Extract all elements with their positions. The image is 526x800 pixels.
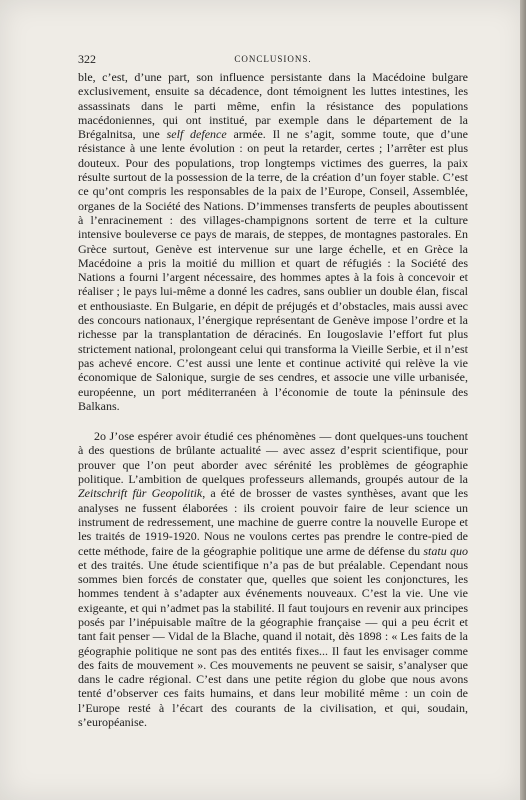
text-segment: ble, c’est, d’une part, son influence persistante dans la Macédoine bulgare exclusivement, ensuite sa décadence, dont témoignent les luttes intestines, les assassinats dans le parti même, enfin la résistance des populations macédoniennes, qui ont institué, par exemple dans le département de la Brégalnitsa, une: [78, 70, 468, 142]
text-segment-italic: Zeitschrift für Geopolitik: [78, 486, 203, 501]
text-segment: 2o J’ose espérer avoir étudié ces phénomènes — dont quelques-uns touchent à des questions de brûlante actualité — avec assez d’esprit scientifique, pour prouver que l’on peut aborder avec sérénité les problèmes de géographie politique. L’ambition de quelques professeurs allemands, groupés autour de la: [78, 429, 468, 487]
text-segment: et des traités. Une étude scientifique n’a pas de but préalable. Cependant nous sommes bien forcés de constater que, quelles que soient les conjonctures, les hommes tendent à s’adapter aux événements nouveaux. C’est la vie. Une vie exigeante, et qui n’admet pas la stabilité. Il faut toujours en revenir aux principes posés par l’inépuisable maître de la géographie française — qui a peu écrit et tant fait penser — Vidal de la Blache, quand il notait, dès 1898 : « Les faits de la géographie politique ne sont pas des entités fixes... Il faut les envisager comme des faits de mouvement ». Ces mouvements ne peuvent se saisir, s’analyser que dans le cadre régional. C’est dans une petite région du globe que nous avons tenté d’observer ces faits humains, et dans leur mobilité même : un coin de l’Europe resté à l’écart des courants de la civilisation, et qui, soudain, s’européanise.: [78, 557, 468, 730]
body-text: [78, 70, 468, 729]
text-segment-italic: statu quo: [423, 543, 468, 558]
page-number: 322: [78, 52, 96, 66]
paragraph-2: [78, 429, 468, 729]
paragraph-1: [78, 70, 468, 413]
text-segment-italic: self defence: [166, 127, 227, 142]
page-edge-shadow: [520, 0, 526, 800]
page-header: [78, 52, 468, 68]
text-segment: armée. Il ne s’agit, somme toute, que d’une résistance à une lente évolution : on peut la retarder, certes ; l’arrêter est plus douteux. Pour des populations, trop longtemps victimes des guerres, la paix résulte surtout de la possession de la terre, de la création d’un foyer stable. C’est ce qu’ont compris les responsables de la paix de l’Europe, Conseil, Assemblée, organes de la Société des Nations. D’immenses transferts de peuples aboutissent à l’enracinement : des villages-champignons sortent de terre et la culture intensive bouleverse ce pays de marais, de steppes, de montagnes pastorales. En Grèce surtout, Genève est intervenue sur une large échelle, et en Grèce la Macédoine a pris la moitié du million et quart de réfugiés : la Société des Nations a fourni l’argent nécessaire, des hommes aptes à la fois à concevoir et réaliser ; le pays lui-même a donné les cadres, sans oublier un double élan, fiscal et enthousiaste. En Bulgarie, en dépit de préjugés et d’obstacles, mais aussi avec des concours nationaux, l’énergique représentant de Genève impose l’ordre et la richesse par la transplantation de déracinés. En Iougoslavie l’effort fut plus strictement national, prolongeant celui qui transforma la Vieille Serbie, et il n’est pas achevé encore. C’est aussi une lente et continue activité qui relève la vie économique de Salonique, surgie de ses cendres, et associe une ville urbanisée, européenne, un port méditerranéen à l’économie de toute la péninsule des Balkans.: [78, 127, 468, 413]
text-segment: , a été de brosser de vastes synthèses, avant que les analyses ne fussent élaborées : ils croient pouvoir faire de leur science un instrument de redressement, une machine de guerre contre la nouvelle Europe et les traités de 1919-1920. Nous ne voulons certes pas prendre le contre-pied de cette méthode, faire de la géographie politique une arme de défense du: [78, 486, 468, 558]
running-head: CONCLUSIONS.: [234, 54, 312, 64]
